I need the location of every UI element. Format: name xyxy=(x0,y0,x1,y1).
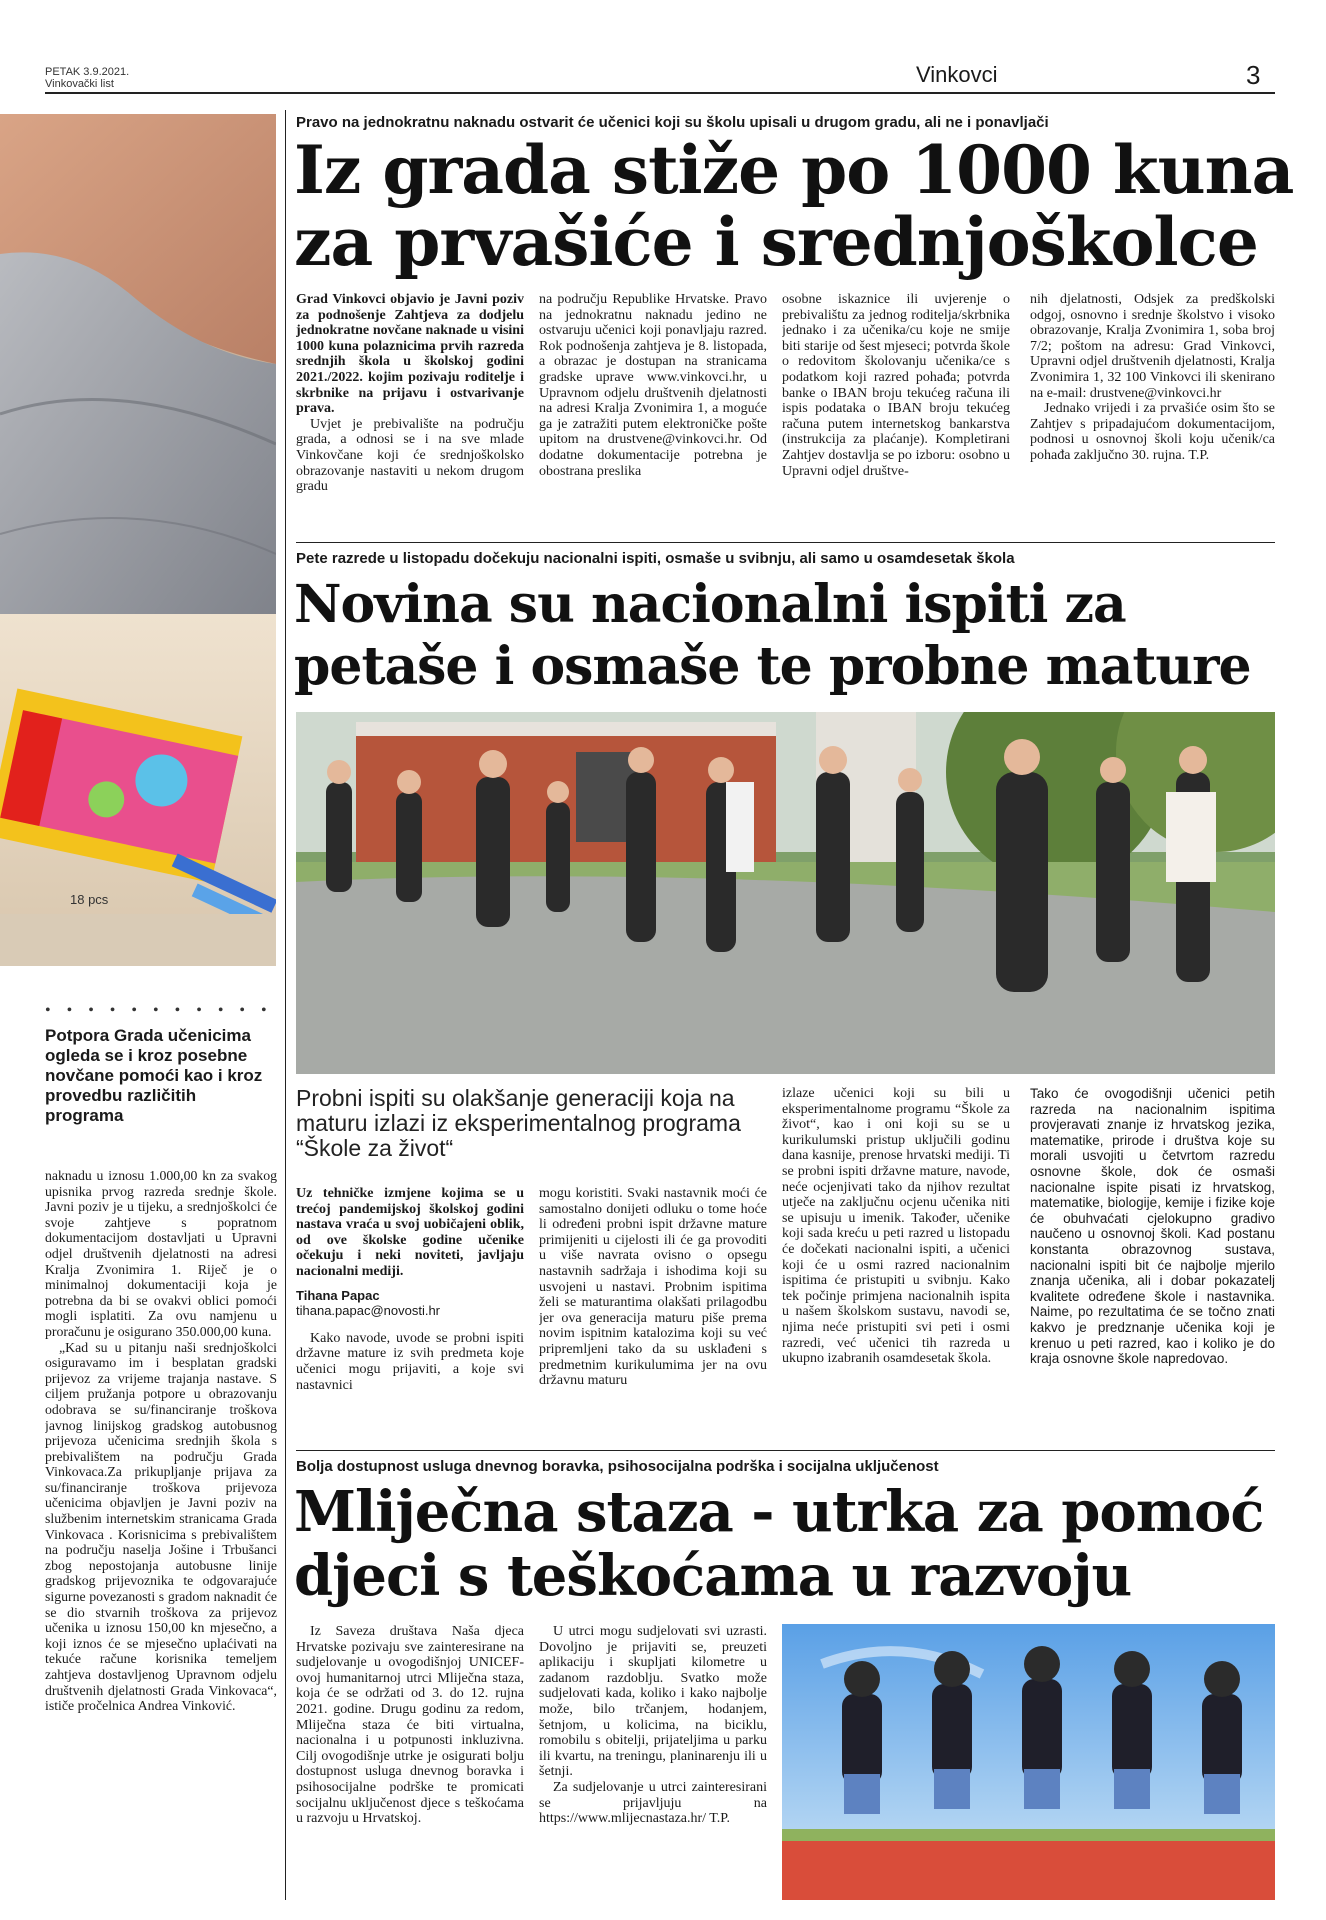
article2-column-1 xyxy=(296,1186,524,1426)
article2-col4-text: Tako će ovogodišnji učenici petih razreda na nacionalnim ispitima provjeravati znanje iz hrvatskog jezika, matematike, prirode i društva koje su morali usvojiti u četvrtom razredu osnovne škole, dok će osmaši nacionalne ispite pisati iz hrvatskog, matematike, biologije, kemije i fizike koje će obuhvaćati cjelokupno gradivo naučeno u osnovnoj školi. Kad postanu konstanta obrazovnog sustava, nacionalni ispiti bit će najbolje mjerilo znanja učenika, ali i dobar pokazatelj kvalitete određene škole i nastavnika. Naime, po rezultatima će se točno znati kakvo je predznanje učenika koji je krenuo u peti razred, kao i koliko je do kraja osnovne škole napredovao. xyxy=(1030,1086,1275,1367)
article3-col1-text: Iz Saveza društava Naša djeca Hrvatske pozivaju sve zainteresirane na sudjelovanje u ovogodišnjoj UNICEF-ovoj humanitarnoj utrci Mliječna staza, koja će se održati od 3. do 12. rujna 2021. godine. Drugu godinu za redom, Mliječna staza će biti virtualna, nacionalna i u potpunosti inkluzivna. Cilj ovogodišnje utrke je osigurati bolju dostupnost usluga dnevnog boravka i psihosocijalne podrške te promicati socijalnu uključenost djece s teškoćama u razvoju u Hrvatskoj. xyxy=(296,1624,524,1827)
article1-col4b-text: Jednako vrijedi i za prvašiće osim što se Zahtjev s pripadajućom dokumentacijom, podnosi u osnovnoj školi koju učenik/ca pohađa zaključno 30. rujna. T.P. xyxy=(1030,401,1275,463)
article2-lead: Uz tehničke izmjene kojima se u trećoj pandemijskoj školskoj godini nastava vraća u svoj uobičajeni oblik, od ove školske godine učenike očekuju i neki noviteti, javljaju nacionalni mediji. xyxy=(296,1186,524,1279)
article1-col4a-text: nih djelatnosti, Odsjek za predškolski odgoj, osnovno i srednje školstvo i visoko obrazovanje, Kralja Zvonimira 1, soba broj 7/2; poštom na adresu: Grad Vinkovci, Upravni odjel društvenih djelatnosti, Kralja Zvonimira 1, 32 100 Vinkovci ili skenirano na e-mail: drustvene@vinkovci.hr xyxy=(1030,292,1275,401)
article1-headline-line2: za prvašiće i srednjoškolce xyxy=(294,203,1258,281)
masthead-rule xyxy=(45,92,1275,94)
article1-col1-text: Uvjet je prebivalište na području grada, a odnosi se i na sve mlade Vinkovčane koji će srednjoškolsko obrazovanje nastaviti u nekom drugom gradu xyxy=(296,416,524,495)
article1-kicker: Pravo na jednokratnu naknadu ostvarit će učenici koji su školu upisali u drugom gradu, ali ne i ponavljači xyxy=(296,114,1049,131)
page-number: 3 xyxy=(1246,60,1261,90)
article1-headline xyxy=(294,131,1294,281)
issue-date: PETAK 3.9.2021. xyxy=(45,66,130,78)
article2-headline-line1: Novina su nacionalni ispiti za xyxy=(294,574,1126,635)
sidebar-headline: Potpora Grada učenicima ogleda se i kroz posebne novčane pomoći kao i kroz provedbu različitih programa xyxy=(45,1026,263,1125)
article2-author: Tihana Papac xyxy=(296,1287,380,1303)
article2-headline-line2: petaše i osmaše te probne mature xyxy=(294,636,1251,697)
article3-column-2 xyxy=(539,1624,767,1904)
article1-col2-text: na području Republike Hrvatske. Pravo na jednokratnu naknadu jedino ne ostvaruju učenici koji ponavljaju razred. Rok podnošenja zahtjeva je 8. listopada, a obrazac je dostupan na stranicama gradske uprave www.vinkovci.hr, u Upravnom odjelu društvenih djelatnosti na adresi Kralja Zvonimira 1, a moguće ga je zatražiti putem elektroničke pošte upitom na drustvene@vinkovci.hr. Od dodatne dokumentacije potrebna je obostrana preslika xyxy=(539,292,767,479)
article2-author-email: tihana.papac@novosti.hr xyxy=(296,1303,441,1319)
sidebar-p2: „Kad su u pitanju naši srednjoškolci osiguravamo im i besplatan gradski prijevoz za vrijeme trajanja nastave. S ciljem pružanja potpore u obrazovanju odobrava se su/financiranje troškova javnog linijskog gradskog autobusnog prijevoza učenicima srednjih škola s prebivalištem na području Grada Vinkovaca.Za prikupljanje prijava za su/financiranje troškova prijevoza učenicima objavljen je Javni poziv na službenim internetskim stranicama Grada Vinkovaca . Korisnicima s prebivalištem na području naselja Jošine i Trbušanci zbog nepostojanja autobusne linije gradskog prijevoznika te odgovarajuće sigurne povezanosti s gradom naknadit će se dio stvarnih troškova za prijevoz učenika u iznosu 150,00 kn mjesečno, a koji iznos će se mjesečno uplaćivati na tekuće račune korisnika temeljem zahtjeva dostavljenog Upravnom odjelu društvenih djelatnosti Grada Vinkovaca“, ističe pročelnica Andrea Vinković. xyxy=(45,1339,277,1714)
article3-headline xyxy=(294,1480,1263,1608)
article3-headline-line1: Mliječna staza - utrka za pomoć xyxy=(294,1479,1264,1545)
pencil-count-label: 18 pcs xyxy=(70,892,109,907)
issue-date-block xyxy=(45,66,129,90)
article3-col2a-text: U utrci mogu sudjelovati svi uzrasti. Dovoljno je prijaviti se, preuzeti aplikaciju i skupljati kilometre u zadanom razdoblju. Svatko može sudjelovati kada, koliko i kako najbolje može, bilo trčanjem, hodanjem, šetnjom, u kolicima, na biciklu, romobilu s obitelji, prijateljima u parku ili kvartu, na treningu, planinarenju ili u šetnji. xyxy=(539,1624,767,1780)
article2-column-2 xyxy=(539,1186,767,1426)
article1-headline-line1: Iz grada stiže po 1000 kuna xyxy=(294,131,1294,209)
article1-column-1 xyxy=(296,292,524,540)
article1-column-3 xyxy=(782,292,1010,540)
column-divider xyxy=(285,110,286,1900)
article3-col2b-text: Za sudjelovanje u utrci zainteresirani se prijavljuju na https://www.mlijecnastaza.hr/ T.P. xyxy=(539,1779,767,1827)
article1-bottom-rule xyxy=(296,542,1275,543)
article3-kicker: Bolja dostupnost usluga dnevnog boravka, psihosocijalna podrška i socijalna uključenost xyxy=(296,1458,939,1475)
sidebar-p1: naknadu u iznosu 1.000,00 kn za svakog upisnika prvog razreda srednje škole. Javni poziv je u tijeku, a srednjoškolci će svoje zahtjeve s popratnom dokumentacijom dostavljati u Upravni odjel društvenih djelatnosti na adresi Kralja Zvonimira 1. Riječ je o minimalnoj dokumentaciji koja je potrebna da bi se ovakvi oblici pomoći mogli isplatiti. Za ovu namjenu u proračunu je osigurano 350.000,00 kuna. xyxy=(45,1168,277,1339)
sidebar-dots: • • • • • • • • • • • xyxy=(45,1002,273,1019)
article1-column-4 xyxy=(1030,292,1275,540)
article2-bottom-rule xyxy=(296,1450,1275,1451)
article2-subhead: Probni ispiti su olakšanje generaciji koja na maturu izlazi iz eksperimentalnog programa “Škole za život“ xyxy=(296,1085,741,1161)
sidebar-column xyxy=(45,1168,277,1898)
child-with-crayons-photo xyxy=(0,114,276,966)
article2-kicker: Pete razrede u listopadu dočekuju nacionalni ispiti, osmaše u svibnju, ali samo u osamdesetak škola xyxy=(296,550,1015,567)
article3-headline-line2: djeci s teškoćama u razvoju xyxy=(294,1543,1132,1609)
article2-column-4 xyxy=(1030,1086,1275,1426)
students-outside-school-photo xyxy=(296,712,1275,1074)
article1-column-2 xyxy=(539,292,767,540)
children-jumping-photo xyxy=(782,1624,1275,1900)
article1-col3-text: osobne iskaznice ili uvjerenje o prebivalištu za jednog roditelja/skrbnika jednako i za učenika/cu koje ne smije biti starije od šest mjeseci; potvrda škole o redovitom školovanju učenika/ce s podatkom koji razred pohađa; potvrda banke o IBAN broju tekućeg računa ili ispis podataka o IBAN broju tekućeg računa putem internetskog bankarstva (instrukcija za plaćanje). Kompletirani Zahtjev dostavlja se po izboru: osobno u Upravni odjel društve- xyxy=(782,292,1010,479)
article3-column-1 xyxy=(296,1624,524,1904)
article2-col3-text: izlaze učenici koji su bili u eksperimentalnome programu “Škole za život“, kao i oni koji su se u kurikulumski pristup uključili godinu dana kasnije, prenose hrvatski mediji. Ti se probni ispiti državne mature, navode, neće ocjenjivati tako da njihov rezultat utječe na zaključnu ocjenu učenika niti se upisuju u imenik. Također, učenike koji sada kreću u peti razred u listopadu će dočekati nacionalni ispiti, a učenici koji će u osmi razred nacionalnim ispitima će pristupiti u svibnju. Kako tek počinje primjena nacionalnih ispita u našem školskom sustavu, navodi se, njima neće pristupiti svi peti i osmi razredi, već učenici tih razreda u ukupno izabranih osamdesetak škola. xyxy=(782,1086,1010,1367)
paper-name: Vinkovački list xyxy=(45,78,114,90)
article2-col1-text: Kako navode, uvode se probni ispiti državne mature iz svih predmeta koje učenici mogu prijaviti, a koje svi nastavnici xyxy=(296,1330,524,1393)
article2-headline xyxy=(294,574,1251,698)
article1-lead: Grad Vinkovci objavio je Javni poziv za podnošenje Zahtjeva za dodjelu jednokratne novčane naknade u visini 1000 kuna polaznicima prvih razreda srednjih škola u školskoj godini 2021./2022. kojim pozivaju roditelje i skrbnike na prijavu i ostvarivanje prava. xyxy=(296,292,524,417)
article2-column-3 xyxy=(782,1086,1010,1426)
section-name: Vinkovci xyxy=(916,62,998,87)
article2-col2-text: mogu koristiti. Svaki nastavnik moći će samostalno donijeti odluku o tome hoće li određeni probni ispit državne mature primijeniti u cijelosti ili će ga provoditi u više navrata ovisno o opsegu nastavnih sadržaja i ishodima koji su usvojeni u nastavi. Probnim ispitima želi se maturantima olakšati prilagodbu jer ova generacija maturu piše prema novim ispitnim katalozima koji su već pripremljeni tako da su usklađeni s predmetnim kurikulumima jer na ovu državnu maturu xyxy=(539,1186,767,1389)
